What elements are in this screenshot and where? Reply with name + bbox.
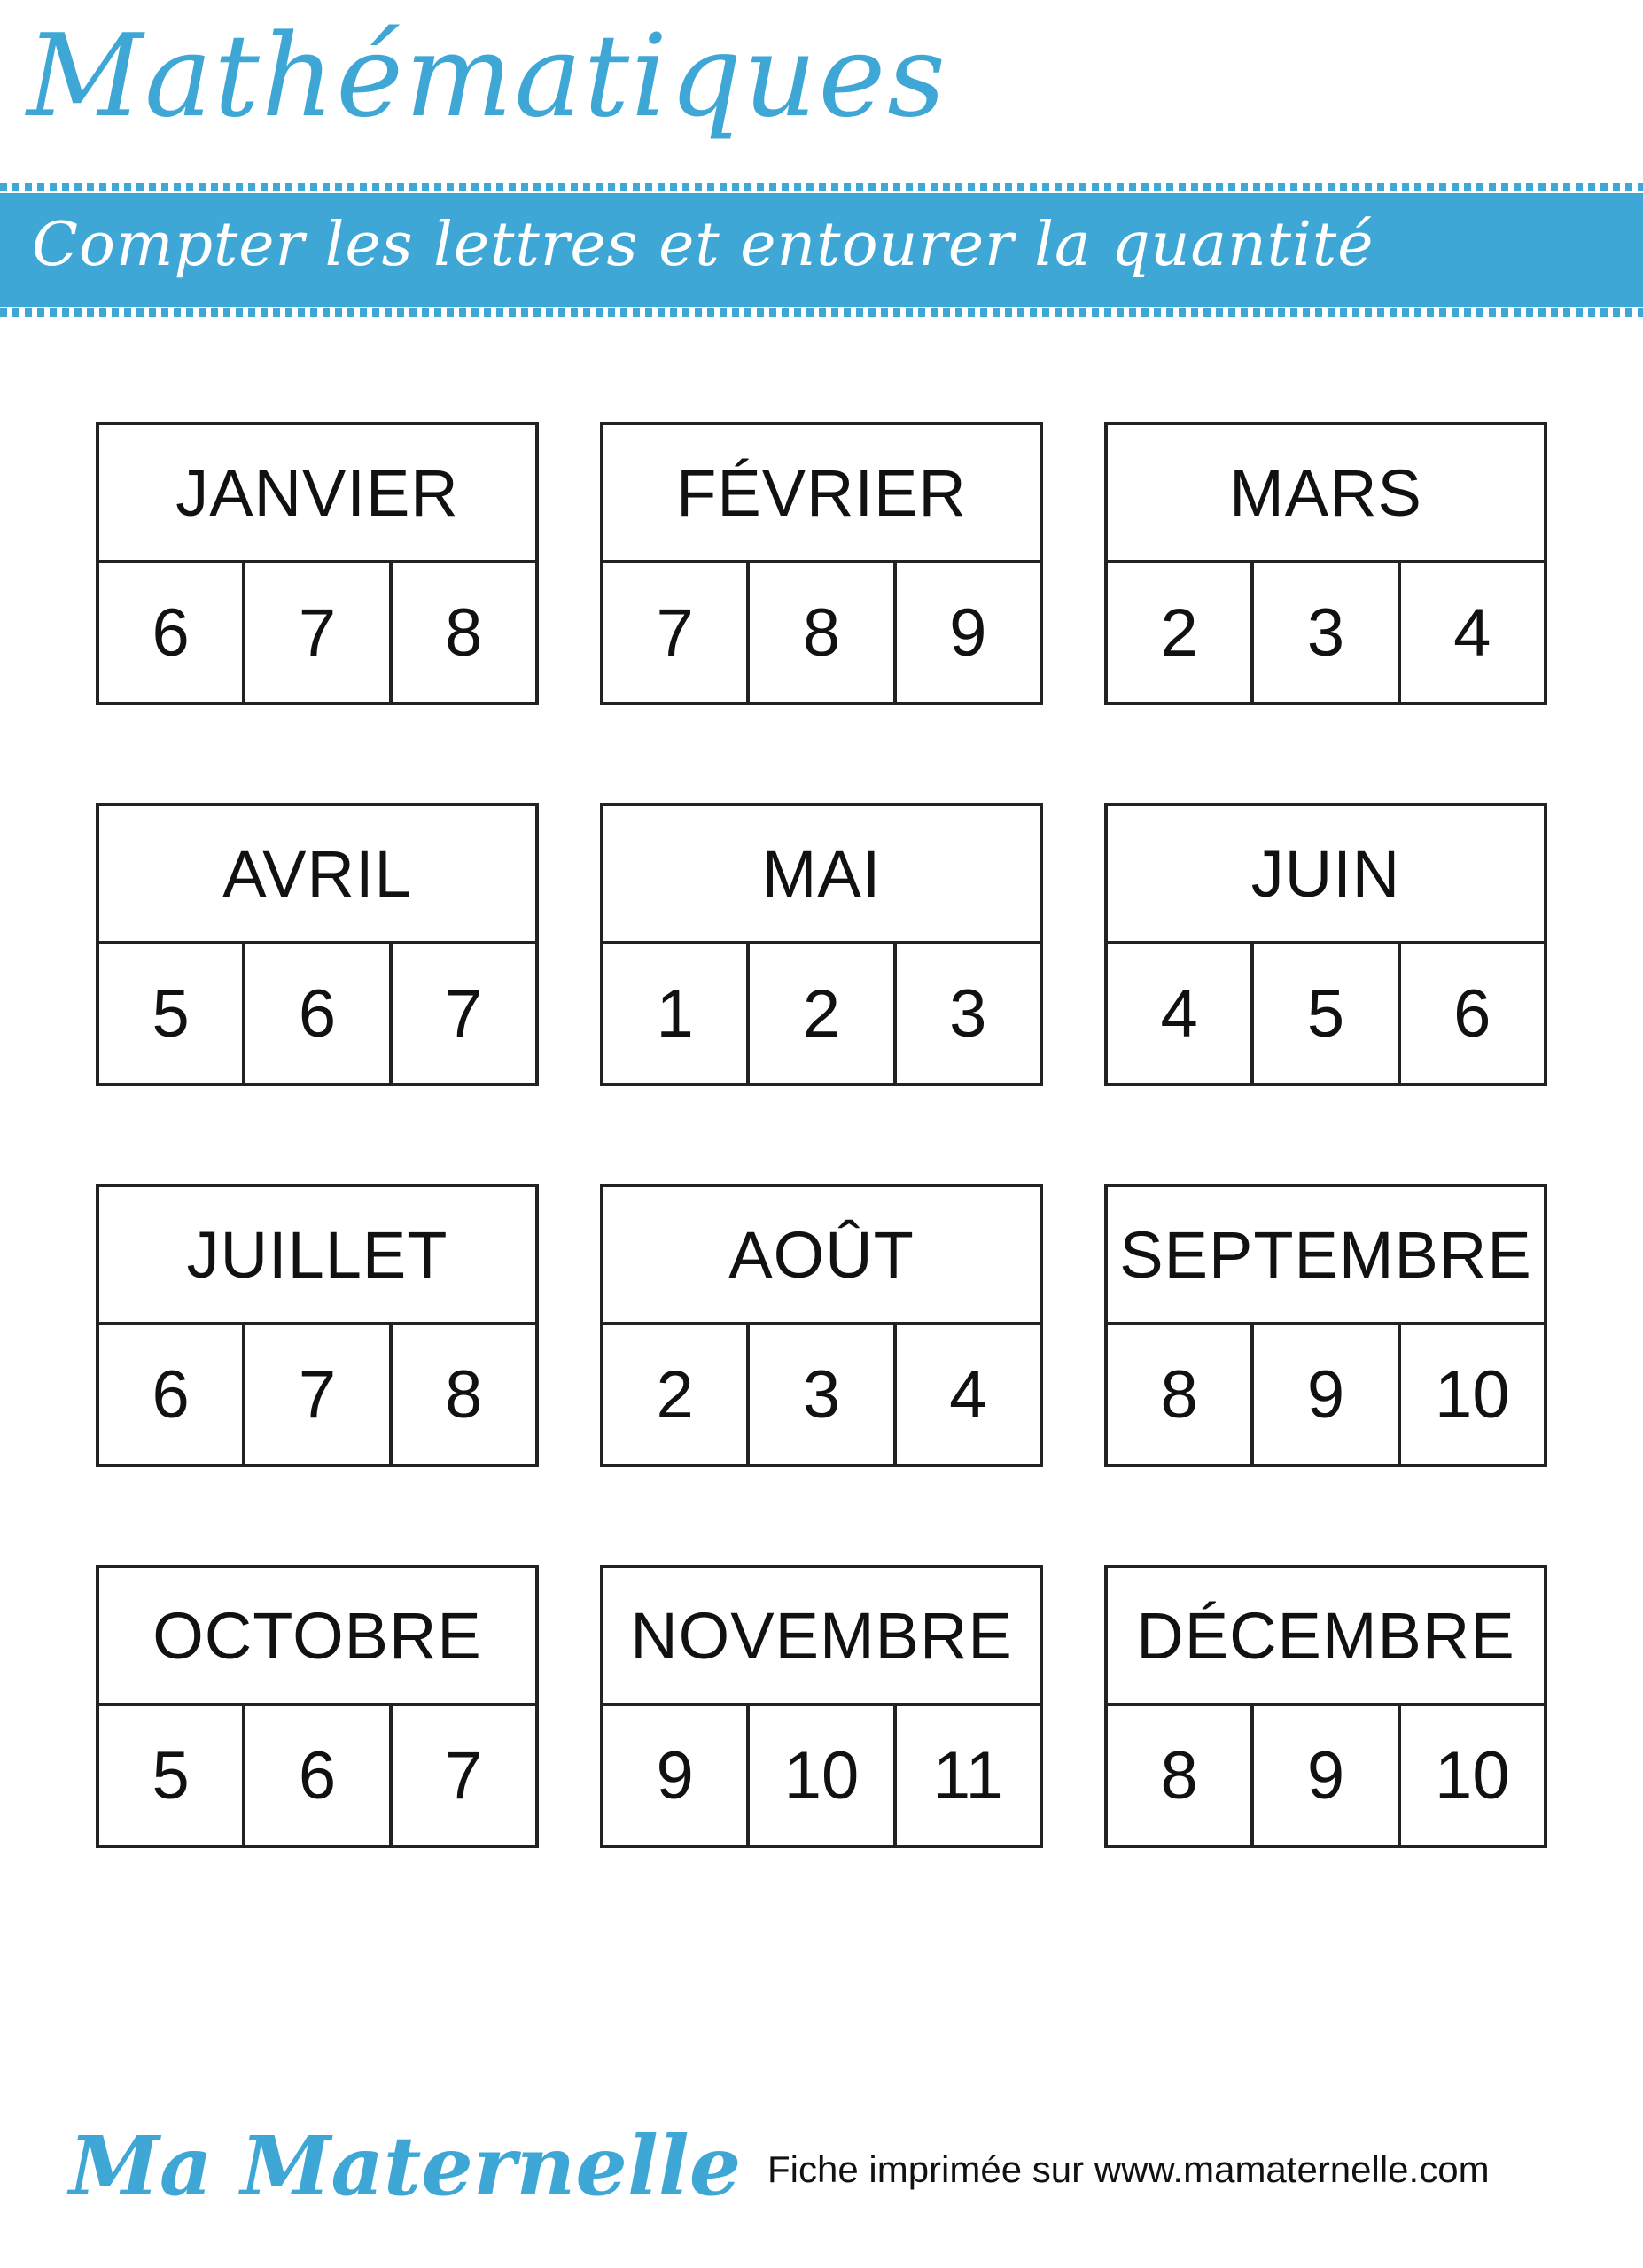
month-card-juillet xyxy=(96,1184,539,1467)
count-choices xyxy=(99,563,535,702)
month-card-aout xyxy=(600,1184,1043,1467)
count-choice[interactable]: 9 xyxy=(1250,1706,1397,1845)
footer-note: Fiche imprimée sur www.mamaternelle.com xyxy=(767,2148,1490,2190)
count-choice[interactable]: 11 xyxy=(893,1706,1040,1845)
count-choice[interactable]: 10 xyxy=(746,1706,892,1845)
count-choice[interactable]: 9 xyxy=(656,1737,694,1814)
brand-logo: Ma Maternelle xyxy=(69,2118,742,2214)
count-choice[interactable]: 9 xyxy=(1250,1325,1397,1464)
month-card-fevrier xyxy=(600,422,1043,705)
count-choices xyxy=(1108,563,1544,702)
month-name: JUIN xyxy=(1108,806,1544,944)
count-choice[interactable]: 3 xyxy=(746,1325,892,1464)
count-choice[interactable]: 5 xyxy=(152,1737,190,1814)
count-choice[interactable]: 3 xyxy=(1250,563,1397,702)
month-card-octobre xyxy=(96,1565,539,1848)
month-name: AOÛT xyxy=(603,1187,1040,1325)
month-name: NOVEMBRE xyxy=(603,1568,1040,1706)
month-card-septembre xyxy=(1104,1184,1547,1467)
month-grid xyxy=(96,422,1549,1848)
count-choice[interactable]: 6 xyxy=(152,594,190,671)
count-choice[interactable]: 7 xyxy=(242,563,388,702)
month-name: MAI xyxy=(603,806,1040,944)
count-choices xyxy=(99,944,535,1083)
count-choice[interactable]: 7 xyxy=(389,1706,535,1845)
month-name: SEPTEMBRE xyxy=(1108,1187,1544,1325)
count-choice[interactable]: 10 xyxy=(1398,1706,1544,1845)
month-name: JUILLET xyxy=(99,1187,535,1325)
count-choice[interactable]: 7 xyxy=(389,944,535,1083)
count-choice[interactable]: 10 xyxy=(1398,1325,1544,1464)
count-choices xyxy=(99,1706,535,1845)
count-choices xyxy=(1108,944,1544,1083)
count-choice[interactable]: 5 xyxy=(1250,944,1397,1083)
instruction-text: Compter les lettres et entourer la quantité xyxy=(32,210,1374,280)
instruction-banner xyxy=(0,193,1643,307)
count-choice[interactable]: 4 xyxy=(1160,975,1198,1052)
count-choices xyxy=(603,1325,1040,1464)
count-choices xyxy=(603,944,1040,1083)
count-choice[interactable]: 8 xyxy=(389,1325,535,1464)
count-choice[interactable]: 9 xyxy=(893,563,1040,702)
count-choice[interactable]: 4 xyxy=(893,1325,1040,1464)
count-choice[interactable]: 4 xyxy=(1398,563,1544,702)
month-card-avril xyxy=(96,803,539,1086)
count-choice[interactable]: 8 xyxy=(746,563,892,702)
count-choice[interactable]: 7 xyxy=(656,594,694,671)
month-card-janvier xyxy=(96,422,539,705)
count-choices xyxy=(1108,1325,1544,1464)
count-choices xyxy=(99,1325,535,1464)
count-choice[interactable]: 5 xyxy=(152,975,190,1052)
month-card-mars xyxy=(1104,422,1547,705)
count-choice[interactable]: 7 xyxy=(242,1325,388,1464)
count-choice[interactable]: 1 xyxy=(656,975,694,1052)
count-choice[interactable]: 8 xyxy=(389,563,535,702)
month-name: MARS xyxy=(1108,425,1544,563)
count-choice[interactable]: 6 xyxy=(242,1706,388,1845)
count-choice[interactable]: 2 xyxy=(746,944,892,1083)
month-name: DÉCEMBRE xyxy=(1108,1568,1544,1706)
count-choices xyxy=(1108,1706,1544,1845)
count-choices xyxy=(603,1706,1040,1845)
count-choice[interactable]: 6 xyxy=(152,1356,190,1433)
month-name: OCTOBRE xyxy=(99,1568,535,1706)
count-choice[interactable]: 8 xyxy=(1160,1356,1198,1433)
month-card-novembre xyxy=(600,1565,1043,1848)
count-choice[interactable]: 8 xyxy=(1160,1737,1198,1814)
count-choice[interactable]: 2 xyxy=(656,1356,694,1433)
count-choice[interactable]: 6 xyxy=(1398,944,1544,1083)
count-choice[interactable]: 2 xyxy=(1160,594,1198,671)
month-name: FÉVRIER xyxy=(603,425,1040,563)
count-choices xyxy=(603,563,1040,702)
count-choice[interactable]: 3 xyxy=(893,944,1040,1083)
count-choice[interactable]: 6 xyxy=(242,944,388,1083)
month-name: AVRIL xyxy=(99,806,535,944)
month-name: JANVIER xyxy=(99,425,535,563)
month-card-juin xyxy=(1104,803,1547,1086)
month-card-decembre xyxy=(1104,1565,1547,1848)
month-card-mai xyxy=(600,803,1043,1086)
page-title: Mathématiques xyxy=(27,11,947,143)
